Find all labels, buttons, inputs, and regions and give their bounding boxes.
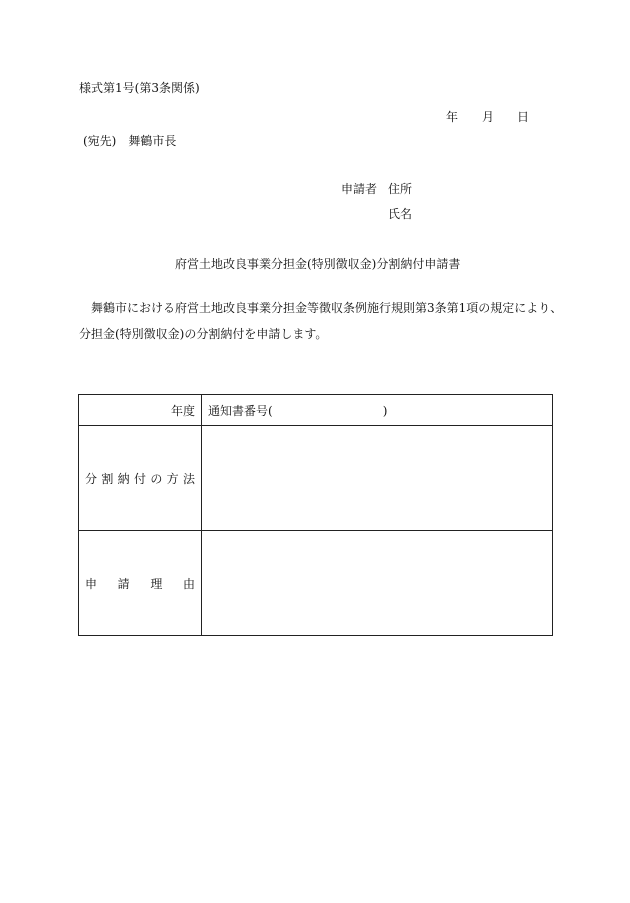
body-text-line-2: 分担金(特別徴収金)の分割納付を申請します。: [79, 327, 328, 341]
applicant-label: 申請者: [341, 182, 378, 196]
payment-method-label: [79, 426, 201, 530]
reason-char: 請: [117, 576, 130, 591]
payment-method-char: 割: [101, 471, 114, 486]
reason-char: 由: [182, 576, 195, 591]
fiscal-year-cell[interactable]: [79, 395, 202, 426]
date-year-label: 年: [446, 110, 459, 124]
payment-method-char: 納: [117, 471, 130, 486]
notice-number-close: ): [382, 403, 388, 418]
body-text-line-1: 舞鶴市における府営土地改良事業分担金等徴収条例施行規則第3条第1項の規定により、: [79, 301, 563, 315]
notice-number-cell[interactable]: [202, 395, 553, 426]
reason-label-cell: [79, 531, 202, 636]
table-row-notice: [79, 395, 553, 426]
name-label: 氏名: [388, 207, 413, 221]
addressee: (宛先) 舞鶴市長: [83, 134, 177, 148]
table-row-payment-method: [79, 426, 553, 531]
payment-method-char: 方: [166, 471, 179, 486]
notice-number-label: 通知書番号(: [208, 403, 273, 418]
payment-method-char: 分: [85, 471, 98, 486]
reason-field[interactable]: [202, 531, 553, 636]
payment-method-char: 付: [133, 471, 146, 486]
date-day-label: 日: [517, 110, 530, 124]
document-title: 府営土地改良事業分担金(特別徴収金)分割納付申請書: [175, 257, 461, 271]
form-number: 様式第1号(第3条関係): [79, 81, 200, 95]
payment-method-field[interactable]: [202, 426, 553, 531]
reason-char: 理: [150, 576, 163, 591]
payment-method-char: 法: [182, 471, 195, 486]
reason-char: 申: [85, 576, 98, 591]
payment-method-label-cell: [79, 426, 202, 531]
table-row-reason: [79, 531, 553, 636]
address-label: 住所: [388, 182, 413, 196]
application-table: [78, 394, 553, 636]
date-month-label: 月: [482, 110, 495, 124]
fiscal-year-label: 年度: [170, 403, 195, 418]
reason-label: [79, 531, 201, 635]
payment-method-char: の: [150, 471, 163, 486]
